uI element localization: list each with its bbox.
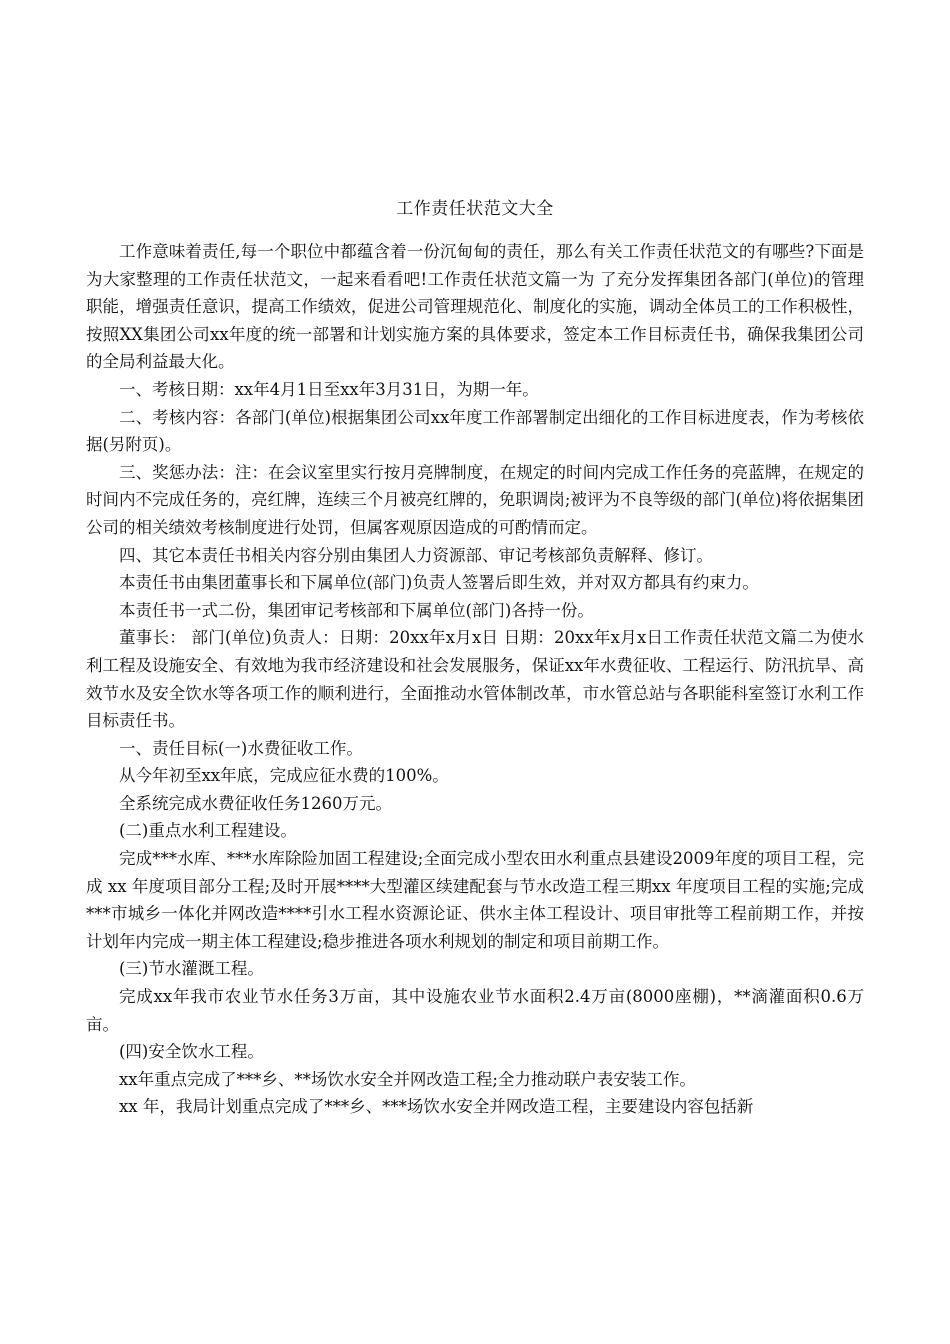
paragraph-drinking-water-plan: xx 年，我局计划重点完成了***乡、***场饮水安全并网改造工程，主要建设内容包括新: [119, 1097, 754, 1117]
paragraph-key-projects-heading: (二)重点水利工程建设。: [119, 821, 297, 841]
paragraph-assessment-content: 二、考核内容：各部门(单位)根据集团公司xx年度工作部署制定出细化的工作目标进度表，作为考核依据(另附页)。: [86, 407, 864, 455]
paragraph-effectiveness: 本责任书由集团董事长和下属单位(部门)负责人签署后即生效，并对双方都具有约束力。: [119, 573, 759, 593]
paragraph-key-projects: 完成***水库、***水库除险加固工程建设;全面完成小型农田水利重点县建设2009年度的项目工程，完成 xx 年度项目部分工程;及时开展****大型灌区续建配套与节水改造工程三期xx 年度项目工程的实施;完成***市城乡一体化并网改造****引水工程水资源论证、供水主体工程设计、项目审批等工程前期工作，并按计划年内完成一期主体工程建设;稳步推进各项水利规划的制定和项目前期工作。: [86, 849, 864, 951]
paragraph-copies: 本责任书一式二份，集团审记考核部和下属单位(部门)各持一份。: [119, 600, 594, 620]
paragraph-water-fee-target: 从今年初至xx年底，完成应征水费的100%。: [119, 766, 449, 786]
paragraph-other-terms: 四、其它本责任书相关内容分别由集团人力资源部、审记考核部负责解释、修订。: [119, 545, 713, 565]
paragraph-drinking-water-heading: (四)安全饮水工程。: [119, 1042, 264, 1062]
paragraph-signatures-sample-two: 董事长： 部门(单位)负责人：日期：20xx年x月x日 日期：20xx年x月x日工作责任状范文篇二为使水利工程及设施安全、有效地为我市经济建设和社会发展服务，保证xx年水费征收、工程运行、防汛抗旱、高效节水及安全饮水等各项工作的顺利进行，全面推动水管体制改革，市水管总站与各职能科室签订水利工作目标责任书。: [86, 628, 864, 731]
paragraph-drinking-water: xx年重点完成了***乡、**场饮水安全并网改造工程;全力推动联户表安装工作。: [119, 1069, 696, 1089]
paragraph-assessment-date: 一、考核日期：xx年4月1日至xx年3月31日，为期一年。: [119, 379, 539, 399]
document-body: [86, 238, 864, 1121]
paragraph-intro: 工作意味着责任,每一个职位中都蕴含着一份沉甸甸的责任，那么有关工作责任状范文的有哪些?下面是为大家整理的工作责任状范文，一起来看看吧!工作责任状范文篇一为 了充分发挥集团各部门(单位)的管理职能，增强责任意识，提高工作绩效，促进公司管理规范化、制度化的实施，调动全体员工的工作积极性，按照XX集团公司xx年度的统一部署和计划实施方案的具体要求，签定本工作目标责任书，确保我集团公司的全局利益最大化。: [86, 242, 864, 372]
paragraph-irrigation-heading: (三)节水灌溉工程。: [119, 959, 264, 979]
paragraph-water-fee-amount: 全系统完成水费征收任务1260万元。: [119, 793, 392, 813]
document-title: 工作责任状范文大全: [396, 199, 554, 219]
paragraph-reward-punishment: 三、奖惩办法：注：在会议室里实行按月亮牌制度，在规定的时间内完成工作任务的亮蓝牌，在规定的时间内不完成任务的，亮红牌，连续三个月被亮红牌的，免职调岗;被评为不良等级的部门(单位)将依据集团公司的相关绩效考核制度进行处罚，但属客观原因造成的可酌情而定。: [86, 462, 864, 537]
paragraph-irrigation: 完成xx年我市农业节水任务3万亩，其中设施农业节水面积2.4万亩(8000座棚)，**滴灌面积0.6万亩。: [86, 987, 864, 1034]
paragraph-goal-heading: 一、责任目标(一)水费征收工作。: [119, 738, 363, 758]
